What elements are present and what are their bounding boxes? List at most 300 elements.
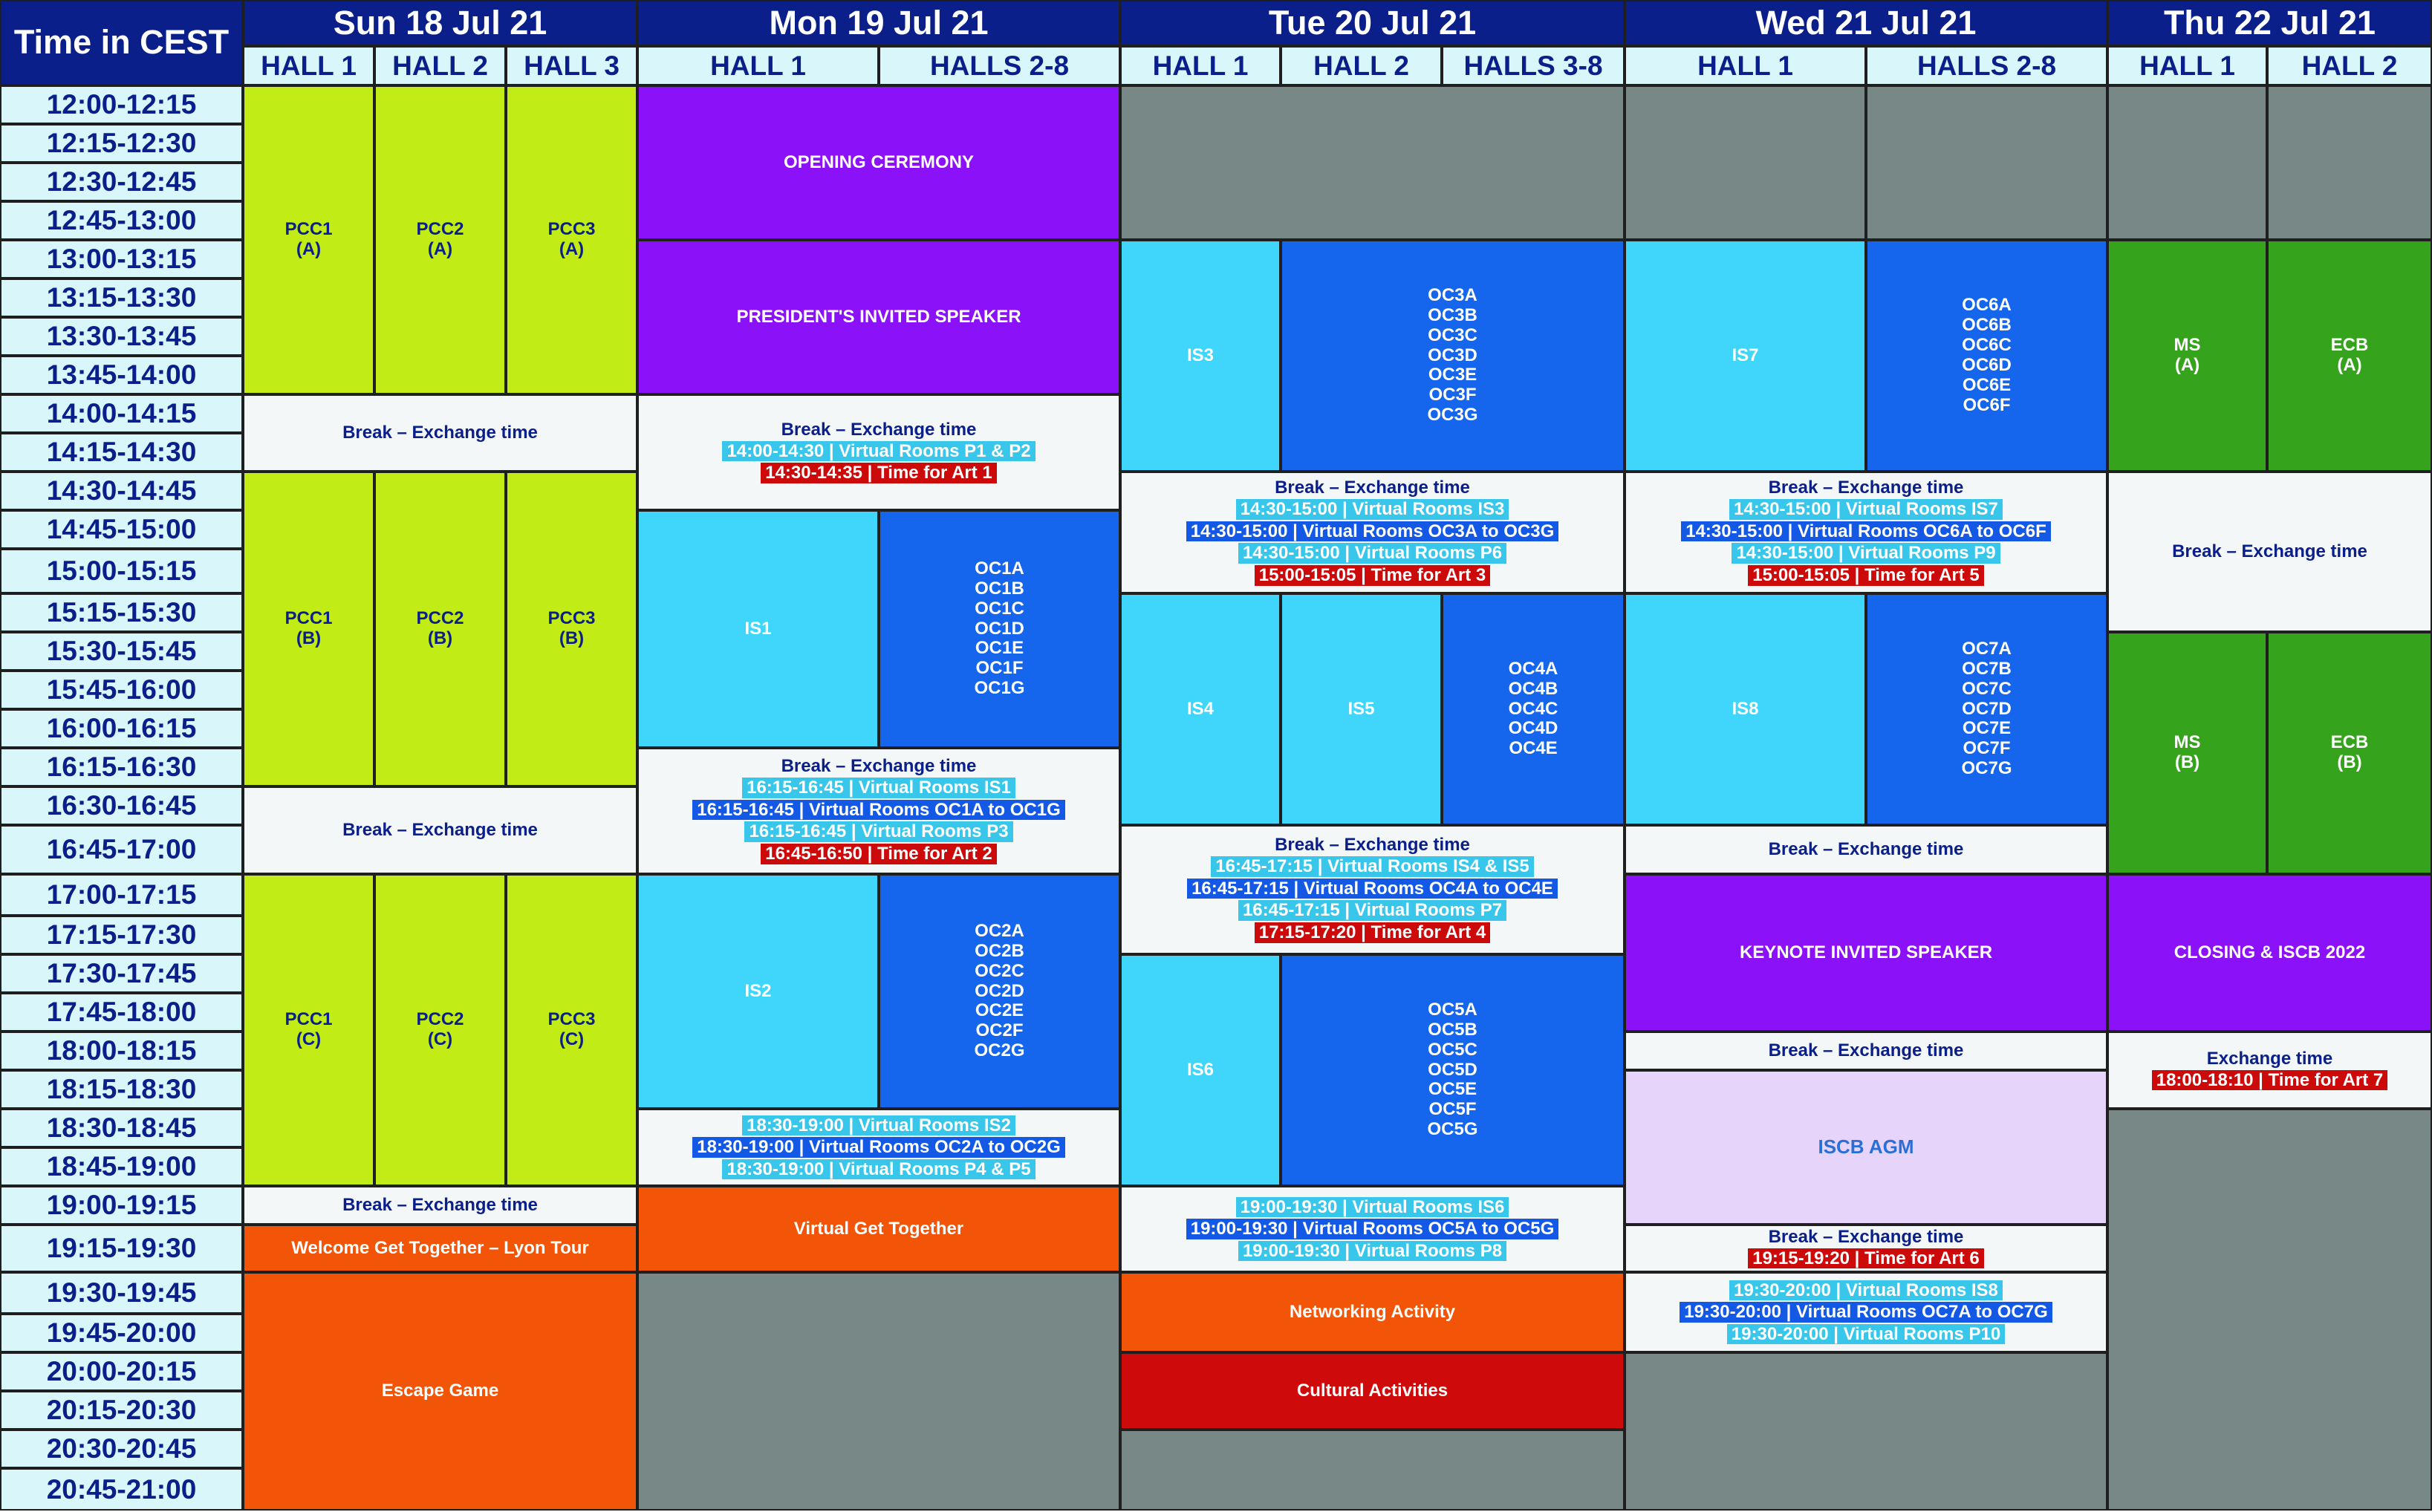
time-slot (0, 1391, 243, 1430)
break-block[interactable] (637, 1109, 1120, 1186)
session-label: OC5C (1428, 1039, 1477, 1060)
session-label: Break – Exchange time (781, 756, 977, 777)
time-slot-label: 20:45-21:00 (46, 1473, 197, 1505)
virtual-room-label: 18:30-19:00 | Virtual Rooms P4 & P5 (722, 1159, 1035, 1180)
time-for-art-label: 19:15-19:20 | Time for Art 6 (1748, 1248, 1984, 1269)
virtual-room-label: 16:45-17:15 | Virtual Rooms IS4 & IS5 (1211, 856, 1533, 877)
session-block[interactable] (1625, 240, 1866, 472)
session-label: Break – Exchange time (2172, 541, 2367, 561)
virtual-room-line (1748, 564, 1984, 587)
time-slot-label: 17:00-17:15 (46, 879, 197, 910)
time-slot (0, 993, 243, 1032)
time-slot-label: 13:00-13:15 (46, 244, 197, 275)
time-slot (0, 1314, 243, 1352)
session-label: OC1C (975, 598, 1024, 619)
session-label: (C) (559, 1029, 585, 1049)
session-label: Break – Exchange time (342, 422, 538, 443)
session-block[interactable] (506, 472, 637, 786)
break-block[interactable] (637, 394, 1120, 510)
time-slot (0, 1109, 243, 1147)
time-slot-label: 12:30-12:45 (46, 166, 197, 198)
session-label: OC7G (1961, 758, 2012, 779)
session-label: OC2D (975, 980, 1024, 1001)
session-block[interactable] (2107, 632, 2267, 874)
time-slot (0, 549, 243, 593)
session-label: OC1E (975, 638, 1024, 659)
virtual-room-line (692, 1136, 1065, 1159)
day-header (243, 0, 637, 46)
virtual-room-label: 14:30-15:00 | Virtual Rooms P6 (1238, 543, 1506, 564)
time-slot-label: 20:00-20:15 (46, 1356, 197, 1387)
virtual-room-line (722, 1159, 1035, 1181)
break-block[interactable] (1120, 472, 1625, 593)
time-slot (0, 1147, 243, 1186)
session-label: Exchange time (2206, 1048, 2333, 1069)
session-label: OC7B (1962, 658, 2012, 679)
hall-label: HALL 1 (2139, 50, 2235, 81)
session-label: KEYNOTE INVITED SPEAKER (1739, 942, 1993, 962)
session-label: ECB (2330, 335, 2369, 356)
session-block[interactable] (243, 1225, 637, 1272)
session-label: Break – Exchange time (1768, 1040, 1964, 1060)
session-block[interactable] (1120, 240, 1281, 472)
session-label: Escape Game (381, 1381, 499, 1401)
session-block[interactable] (637, 874, 879, 1109)
time-slot-label: 17:15-17:30 (46, 919, 197, 951)
session-label: OC3B (1428, 304, 1477, 325)
hall-label: HALLS 2-8 (929, 50, 1070, 81)
break-block[interactable] (2107, 472, 2432, 632)
time-slot (0, 124, 243, 163)
day-header (1625, 0, 2107, 46)
session-label: PCC1 (285, 608, 333, 629)
empty-slot (1866, 85, 2107, 240)
hall-label: HALL 2 (1313, 50, 1409, 81)
time-for-art-label: 14:30-14:35 | Time for Art 1 (761, 463, 997, 483)
session-block[interactable] (1281, 954, 1625, 1186)
virtual-room-label: 16:15-16:45 | Virtual Rooms P3 (744, 821, 1012, 842)
time-slot-label: 17:45-18:00 (46, 997, 197, 1028)
hall-label: HALL 1 (1697, 50, 1793, 81)
session-label: (A) (427, 239, 453, 259)
session-block[interactable] (1281, 240, 1625, 472)
session-label: IS7 (1732, 345, 1759, 365)
time-slot (0, 163, 243, 201)
session-block[interactable] (1120, 1272, 1625, 1352)
time-slot-label: 14:30-14:45 (46, 475, 197, 506)
session-label: PCC1 (285, 1009, 333, 1030)
time-slot-label: 18:30-18:45 (46, 1112, 197, 1144)
session-label: PCC2 (416, 219, 464, 240)
day-header (1120, 0, 1625, 46)
empty-slot (2107, 85, 2267, 240)
session-label: OC2B (975, 940, 1024, 961)
virtual-room-line (742, 777, 1015, 799)
session-label: OC3F (1428, 385, 1477, 405)
virtual-room-label: 19:30-20:00 | Virtual Rooms P10 (1727, 1324, 2005, 1345)
break-block[interactable] (1625, 1272, 2107, 1352)
time-for-art-label: 18:00-18:10 | Time for Art 7 (2152, 1070, 2388, 1091)
time-for-art-label: 17:15-17:20 | Time for Art 4 (1255, 922, 1491, 943)
day-label: Wed 21 Jul 21 (1755, 3, 1977, 42)
hall-header (2267, 46, 2432, 85)
session-label: (B) (559, 628, 585, 648)
session-label: ECB (2330, 732, 2369, 753)
session-block[interactable] (2267, 240, 2432, 472)
session-label: OC4D (1508, 718, 1558, 739)
session-label: OC5A (1428, 999, 1477, 1020)
session-label: IS1 (744, 618, 772, 639)
session-block[interactable] (879, 874, 1120, 1109)
time-slot (0, 394, 243, 433)
empty-slot (1120, 1430, 1625, 1511)
session-label: (B) (296, 628, 322, 648)
day-label: Thu 22 Jul 21 (2163, 3, 2376, 42)
break-block[interactable] (243, 786, 637, 874)
session-label: OC5F (1428, 1099, 1477, 1120)
virtual-room-line (722, 440, 1035, 463)
session-label: (A) (2337, 355, 2362, 375)
time-slot-label: 15:00-15:15 (46, 555, 197, 587)
session-label: (A) (296, 239, 322, 259)
session-label: OC3E (1428, 365, 1477, 385)
session-label: IS4 (1186, 698, 1215, 719)
time-slot-label: 18:15-18:30 (46, 1074, 197, 1105)
session-label: OC6C (1962, 335, 2012, 356)
session-label: (A) (559, 239, 585, 259)
session-label: Break – Exchange time (1768, 478, 1964, 498)
virtual-room-label: 19:00-19:30 | Virtual Rooms P8 (1238, 1241, 1506, 1262)
virtual-room-line (692, 799, 1065, 821)
break-block[interactable] (1625, 472, 2107, 593)
virtual-room-line (1236, 1196, 1509, 1219)
session-label: OC4E (1509, 738, 1558, 759)
session-block[interactable] (506, 85, 637, 394)
time-slot-label: 13:15-13:30 (46, 282, 197, 313)
time-slot-label: 20:15-20:30 (46, 1395, 197, 1426)
session-label: OC7F (1963, 738, 2011, 759)
session-block[interactable] (2107, 240, 2267, 472)
virtual-room-line (1238, 899, 1506, 922)
session-label: Virtual Get Together (793, 1218, 964, 1239)
virtual-room-label: 16:45-17:15 | Virtual Rooms P7 (1238, 900, 1506, 921)
session-block[interactable] (1120, 593, 1281, 825)
session-label: Welcome Get Together – Lyon Tour (291, 1237, 589, 1258)
hall-header (1866, 46, 2107, 85)
time-slot-label: 19:30-19:45 (46, 1277, 197, 1309)
break-block[interactable] (243, 1186, 637, 1225)
break-block[interactable] (637, 748, 1120, 874)
time-slot-label: 16:30-16:45 (46, 790, 197, 821)
time-for-art-label: 15:00-15:05 | Time for Art 3 (1255, 565, 1491, 586)
session-label: PCC2 (416, 1009, 464, 1030)
hall-header (506, 46, 637, 85)
hall-label: HALL 1 (710, 50, 806, 81)
time-slot-label: 16:15-16:30 (46, 752, 197, 783)
time-slot (0, 954, 243, 993)
time-slot (0, 1032, 243, 1070)
virtual-room-line (1748, 1248, 1984, 1270)
session-label: IS5 (1347, 698, 1375, 719)
session-label: Break – Exchange time (1768, 1226, 1964, 1247)
break-block[interactable] (243, 394, 637, 472)
time-slot (0, 510, 243, 549)
session-label: OC2G (974, 1040, 1025, 1061)
day-label: Tue 20 Jul 21 (1268, 3, 1477, 42)
session-label: PCC3 (547, 1009, 596, 1030)
session-label: OC3A (1428, 284, 1477, 305)
session-label: OC3C (1428, 325, 1477, 345)
time-slot (0, 748, 243, 786)
time-slot-label: 15:45-16:00 (46, 674, 197, 706)
hall-header (1120, 46, 1281, 85)
corner-label: Time in CEST (13, 23, 230, 62)
time-slot-label: 13:30-13:45 (46, 321, 197, 352)
session-label: OC4C (1508, 698, 1558, 719)
session-label: IS6 (1186, 1059, 1215, 1080)
session-label: OC5G (1427, 1119, 1478, 1140)
hall-header (2107, 46, 2267, 85)
session-block[interactable] (1866, 240, 2107, 472)
session-label: OC6A (1962, 295, 2012, 316)
session-block[interactable] (637, 85, 1120, 240)
session-label: Cultural Activities (1296, 1380, 1449, 1401)
hall-label: HALL 3 (524, 50, 620, 81)
virtual-room-line (1680, 1301, 2052, 1323)
virtual-room-label: 18:30-19:00 | Virtual Rooms IS2 (742, 1115, 1015, 1136)
virtual-room-line (742, 1115, 1015, 1137)
session-label: OC1D (975, 618, 1024, 639)
session-block[interactable] (2107, 874, 2432, 1032)
time-slot (0, 593, 243, 632)
session-block[interactable] (637, 240, 1120, 394)
empty-slot (2107, 1109, 2432, 1511)
session-block[interactable] (637, 510, 879, 748)
time-slot-label: 15:30-15:45 (46, 636, 197, 667)
virtual-room-label: 16:15-16:45 | Virtual Rooms OC1A to OC1G (692, 800, 1065, 821)
empty-slot (2267, 85, 2432, 240)
virtual-room-label: 16:15-16:45 | Virtual Rooms IS1 (742, 778, 1015, 798)
break-block[interactable] (1625, 1225, 2107, 1272)
virtual-room-label: 14:00-14:30 | Virtual Rooms P1 & P2 (722, 441, 1035, 462)
time-slot-label: 18:00-18:15 (46, 1035, 197, 1066)
session-label: OC3D (1428, 345, 1477, 365)
session-label: (C) (296, 1029, 322, 1049)
virtual-room-label: 14:30-15:00 | Virtual Rooms IS7 (1729, 499, 2003, 520)
session-block[interactable] (1120, 954, 1281, 1186)
session-label: OC1F (975, 658, 1024, 679)
virtual-room-line (1236, 498, 1509, 521)
virtual-room-label: 19:00-19:30 | Virtual Rooms OC5A to OC5G (1186, 1219, 1559, 1239)
virtual-room-line (1729, 498, 2003, 521)
session-block[interactable] (1625, 874, 2107, 1032)
time-slot (0, 1430, 243, 1468)
virtual-room-label: 18:30-19:00 | Virtual Rooms OC2A to OC2G (692, 1137, 1065, 1158)
corner-header (0, 0, 243, 85)
hall-header (1281, 46, 1442, 85)
virtual-room-line (2152, 1069, 2388, 1092)
break-block[interactable] (1625, 1032, 2107, 1070)
session-label: OC6B (1962, 315, 2012, 336)
time-slot (0, 709, 243, 748)
session-label: (A) (2174, 355, 2200, 375)
time-slot (0, 278, 243, 317)
session-block[interactable] (374, 85, 506, 394)
session-block[interactable] (1442, 593, 1625, 825)
virtual-room-line (1238, 542, 1506, 564)
session-label: Break – Exchange time (342, 819, 538, 840)
hall-header (879, 46, 1120, 85)
time-slot (0, 472, 243, 510)
session-block[interactable] (1866, 593, 2107, 825)
hall-label: HALLS 2-8 (1916, 50, 2057, 81)
virtual-room-label: 14:30-15:00 | Virtual Rooms IS3 (1236, 499, 1509, 520)
virtual-room-line (1255, 564, 1491, 587)
session-label: PRESIDENT'S INVITED SPEAKER (736, 306, 1021, 327)
session-label: MS (2173, 335, 2201, 356)
time-slot-label: 12:15-12:30 (46, 128, 197, 159)
session-label: Networking Activity (1289, 1301, 1456, 1322)
time-slot-label: 20:30-20:45 (46, 1433, 197, 1464)
session-label: PCC3 (547, 219, 596, 240)
virtual-room-label: 19:30-20:00 | Virtual Rooms OC7A to OC7G (1680, 1302, 2052, 1323)
session-label: OC4A (1508, 658, 1558, 679)
session-label: OC1G (974, 678, 1025, 699)
virtual-room-line (1211, 856, 1533, 878)
session-label: OC7D (1962, 698, 2012, 719)
day-header (637, 0, 1120, 46)
day-header (2107, 0, 2432, 46)
break-block[interactable] (2107, 1032, 2432, 1109)
session-label: OC5E (1428, 1079, 1477, 1100)
empty-slot (637, 1272, 1120, 1511)
time-slot-label: 18:45-19:00 (46, 1151, 197, 1182)
virtual-room-label: 14:30-15:00 | Virtual Rooms P9 (1732, 543, 2000, 564)
hall-header (374, 46, 506, 85)
time-slot-label: 19:45-20:00 (46, 1317, 197, 1349)
session-block[interactable] (1281, 593, 1442, 825)
session-block[interactable] (374, 472, 506, 786)
time-for-art-label: 16:45-16:50 | Time for Art 2 (761, 844, 997, 864)
session-label: (C) (427, 1029, 453, 1049)
hall-label: HALL 2 (392, 50, 488, 81)
time-slot (0, 1272, 243, 1314)
time-slot (0, 1070, 243, 1109)
session-label: PCC2 (416, 608, 464, 629)
time-slot-label: 17:30-17:45 (46, 958, 197, 989)
session-block[interactable] (1120, 1352, 1625, 1430)
empty-slot (1120, 85, 1625, 240)
virtual-room-label: 19:30-20:00 | Virtual Rooms IS8 (1729, 1280, 2003, 1301)
time-slot-label: 14:15-14:30 (46, 437, 197, 468)
session-label: OC6F (1963, 394, 2011, 415)
session-label: OC5D (1428, 1059, 1477, 1080)
session-label: OC5B (1428, 1019, 1477, 1040)
break-block[interactable] (1120, 1186, 1625, 1272)
day-label: Sun 18 Jul 21 (333, 3, 547, 42)
virtual-room-line (1238, 1240, 1506, 1262)
session-label: Break – Exchange time (1768, 838, 1964, 859)
time-slot (0, 240, 243, 278)
session-label: OC6E (1962, 374, 2012, 395)
session-label: (B) (2337, 752, 2362, 772)
hall-label: HALLS 3-8 (1463, 50, 1603, 81)
break-block[interactable] (1625, 825, 2107, 874)
session-label: Break – Exchange time (342, 1194, 538, 1215)
virtual-room-line (1729, 1280, 2003, 1302)
session-label: OC6D (1962, 355, 2012, 375)
hall-header (1625, 46, 1866, 85)
time-slot-label: 19:15-19:30 (46, 1233, 197, 1264)
session-block[interactable] (243, 472, 374, 786)
virtual-room-label: 14:30-15:00 | Virtual Rooms OC6A to OC6F (1681, 521, 2051, 542)
virtual-room-line (1732, 542, 2000, 564)
time-slot (0, 1186, 243, 1225)
break-block[interactable] (1120, 825, 1625, 954)
session-label: IS3 (1186, 345, 1215, 365)
time-slot-label: 15:15-15:30 (46, 597, 197, 628)
time-slot-label: 14:45-15:00 (46, 514, 197, 545)
time-for-art-label: 15:00-15:05 | Time for Art 5 (1748, 565, 1984, 586)
time-slot (0, 1468, 243, 1511)
time-slot (0, 317, 243, 356)
virtual-room-line (1186, 1218, 1559, 1240)
hall-header (1442, 46, 1625, 85)
time-slot (0, 786, 243, 825)
session-block[interactable] (2267, 632, 2432, 874)
session-block[interactable] (243, 85, 374, 394)
time-slot-label: 12:00-12:15 (46, 89, 197, 120)
hall-header (243, 46, 374, 85)
day-label: Mon 19 Jul 21 (769, 3, 989, 42)
session-block[interactable] (1625, 1070, 2107, 1225)
time-slot (0, 1225, 243, 1272)
session-block[interactable] (374, 874, 506, 1186)
virtual-room-label: 14:30-15:00 | Virtual Rooms OC3A to OC3G (1186, 521, 1559, 542)
hall-label: HALL 2 (2301, 50, 2398, 81)
session-label: (B) (2174, 752, 2200, 772)
time-slot-label: 13:45-14:00 (46, 359, 197, 391)
virtual-room-line (1255, 922, 1491, 944)
virtual-room-label: 16:45-17:15 | Virtual Rooms OC4A to OC4E (1187, 879, 1558, 899)
session-block[interactable] (243, 1272, 637, 1511)
session-label: Break – Exchange time (1275, 478, 1470, 498)
virtual-room-line (761, 462, 997, 484)
session-block[interactable] (879, 510, 1120, 748)
session-block[interactable] (637, 1186, 1120, 1272)
time-slot (0, 825, 243, 874)
session-label: OC7A (1962, 638, 2012, 659)
session-label: OC1B (975, 578, 1024, 599)
session-label: OC3G (1427, 405, 1478, 426)
session-label: OC2C (975, 960, 1024, 981)
time-slot (0, 916, 243, 954)
session-label: OPENING CEREMONY (783, 151, 975, 172)
session-label: Break – Exchange time (1275, 835, 1470, 856)
time-slot-label: 14:00-14:15 (46, 398, 197, 429)
session-block[interactable] (1625, 593, 1866, 825)
session-label: PCC1 (285, 219, 333, 240)
virtual-room-line (1727, 1323, 2005, 1346)
hall-label: HALL 1 (1152, 50, 1249, 81)
session-block[interactable] (243, 874, 374, 1186)
time-slot (0, 433, 243, 472)
hall-header (637, 46, 879, 85)
time-slot (0, 356, 243, 394)
session-block[interactable] (506, 874, 637, 1186)
time-slot (0, 201, 243, 240)
session-label: (B) (427, 628, 453, 648)
